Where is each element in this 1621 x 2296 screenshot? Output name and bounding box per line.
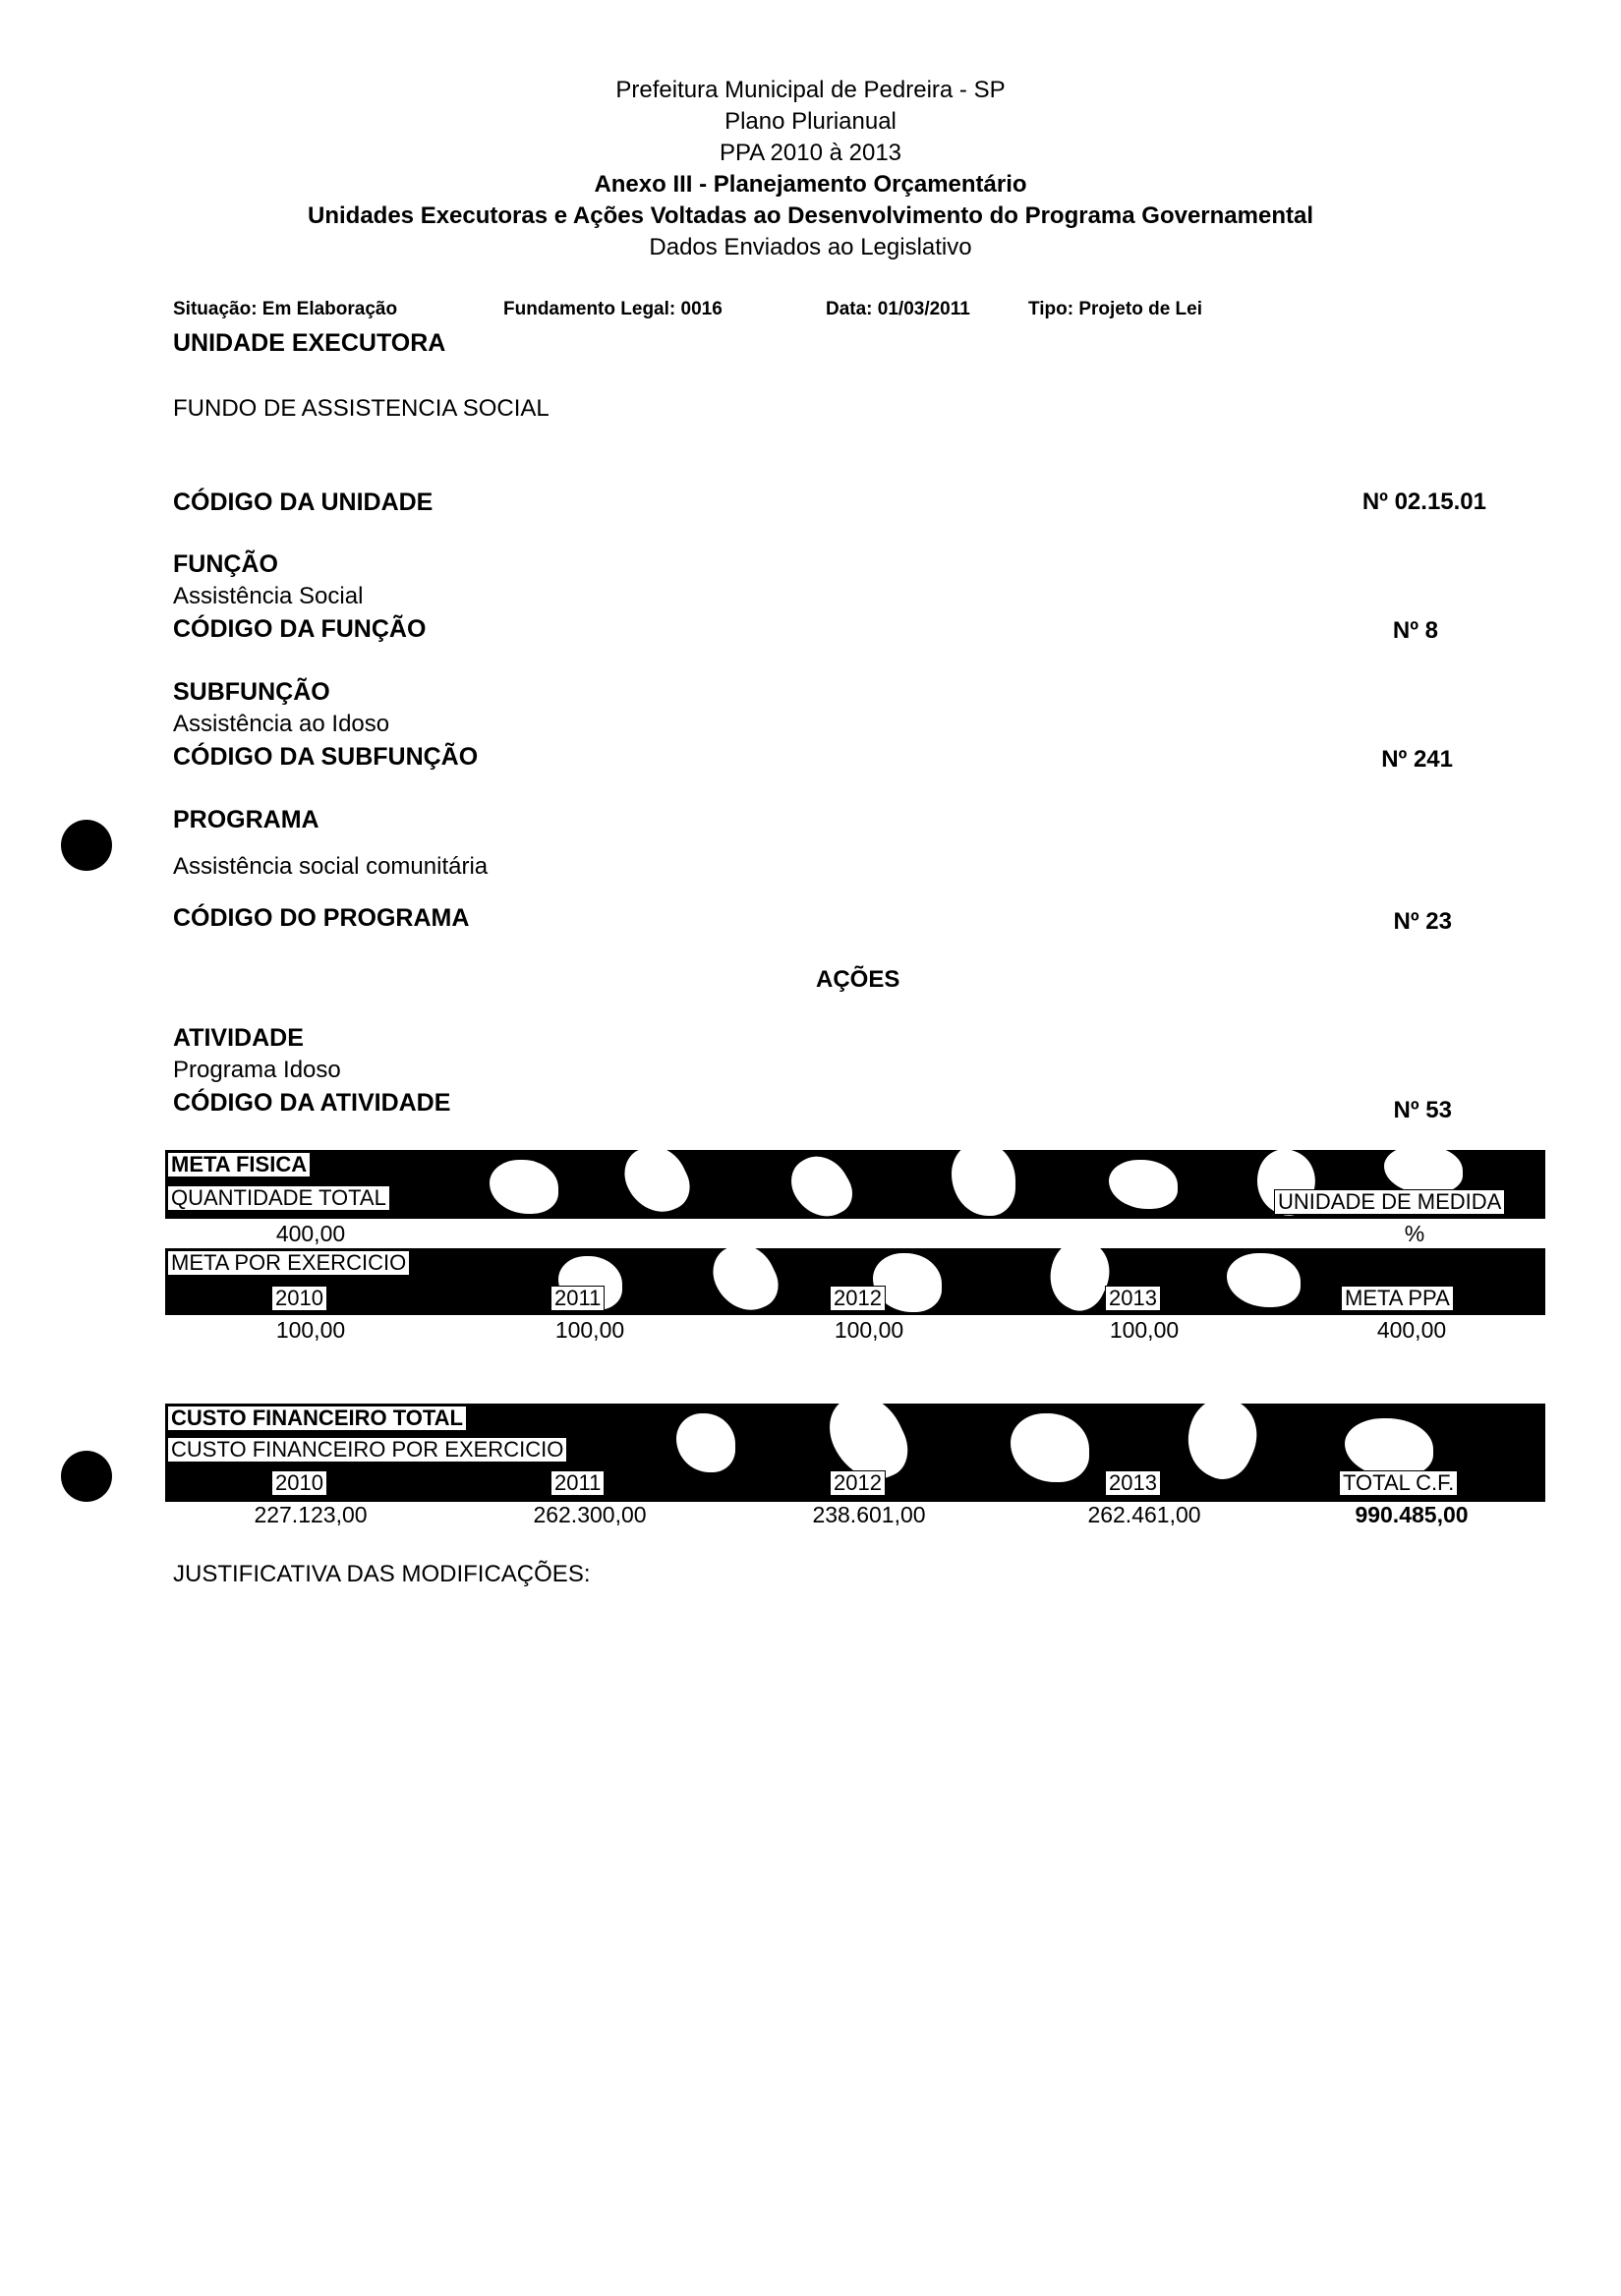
custo-value-2012: 238.601,00 xyxy=(812,1502,926,1527)
meta-exercicio-label: META POR EXERCICIO xyxy=(167,1250,410,1276)
meta-year-2012: 2012 xyxy=(830,1286,886,1311)
codigo-unidade-value: Nº 02.15.01 xyxy=(1361,488,1486,515)
custo-exercicio-label: CUSTO FINANCEIRO POR EXERCICIO xyxy=(167,1437,567,1463)
programa-name: Assistência social comunitária xyxy=(173,853,489,880)
atividade-name: Programa Idoso xyxy=(173,1057,341,1083)
codigo-atividade-value: Nº 53 xyxy=(1393,1097,1452,1123)
status-situacao: Situação: Em Elaboração xyxy=(173,299,398,319)
header-subtitle: Dados Enviados ao Legislativo xyxy=(649,234,972,260)
quantidade-total-value: 400,00 xyxy=(275,1221,346,1246)
unidade-executora-name: FUNDO DE ASSISTENCIA SOCIAL xyxy=(173,395,550,422)
codigo-programa-value: Nº 23 xyxy=(1393,908,1452,935)
meta-fisica-label: META FISICA xyxy=(167,1152,311,1177)
meta-year-2013: 2013 xyxy=(1105,1286,1161,1311)
punch-hole-mark xyxy=(61,1451,112,1502)
justificativa-label: JUSTIFICATIVA DAS MODIFICAÇÕES: xyxy=(173,1561,591,1587)
meta-value-2011: 100,00 xyxy=(554,1317,625,1343)
meta-value-2013: 100,00 xyxy=(1109,1317,1180,1343)
subfuncao-label: SUBFUNÇÃO xyxy=(173,678,330,706)
custo-total-cf-label: TOTAL C.F. xyxy=(1339,1470,1458,1496)
atividade-label: ATIVIDADE xyxy=(173,1024,304,1052)
funcao-label: FUNÇÃO xyxy=(173,550,278,578)
codigo-unidade-label: CÓDIGO DA UNIDADE xyxy=(173,488,434,516)
header-title: Unidades Executoras e Ações Voltadas ao Desenvolvimento do Programa Governamental xyxy=(308,202,1313,229)
quantidade-total-label: QUANTIDADE TOTAL xyxy=(167,1185,390,1211)
meta-ppa-value: 400,00 xyxy=(1376,1317,1447,1343)
custo-total-value: 990.485,00 xyxy=(1355,1502,1469,1527)
unidade-executora-label: UNIDADE EXECUTORA xyxy=(173,329,446,357)
custo-year-2013: 2013 xyxy=(1105,1470,1161,1496)
codigo-atividade-label: CÓDIGO DA ATIVIDADE xyxy=(173,1089,451,1117)
header-municipality: Prefeitura Municipal de Pedreira - SP xyxy=(615,77,1006,103)
status-data: Data: 01/03/2011 xyxy=(826,299,970,319)
header-period: PPA 2010 à 2013 xyxy=(719,140,902,166)
codigo-subfuncao-label: CÓDIGO DA SUBFUNÇÃO xyxy=(173,743,479,771)
programa-label: PROGRAMA xyxy=(173,806,319,833)
custo-total-label: CUSTO FINANCEIRO TOTAL xyxy=(167,1406,467,1431)
punch-hole-mark xyxy=(61,820,112,871)
meta-year-2010: 2010 xyxy=(271,1286,327,1311)
custo-value-2013: 262.461,00 xyxy=(1087,1502,1201,1527)
meta-value-2010: 100,00 xyxy=(275,1317,346,1343)
header-plan: Plano Plurianual xyxy=(724,108,897,135)
meta-year-2011: 2011 xyxy=(550,1286,605,1311)
document-header xyxy=(0,75,1621,263)
custo-year-2012: 2012 xyxy=(830,1470,886,1496)
custo-year-2011: 2011 xyxy=(550,1470,605,1496)
meta-value-2012: 100,00 xyxy=(834,1317,904,1343)
unidade-medida-label: UNIDADE DE MEDIDA xyxy=(1274,1189,1505,1215)
unidade-medida-value: % xyxy=(1404,1221,1425,1246)
subfuncao-name: Assistência ao Idoso xyxy=(173,711,390,737)
codigo-programa-label: CÓDIGO DO PROGRAMA xyxy=(173,904,470,932)
status-fundamento: Fundamento Legal: 0016 xyxy=(503,299,723,319)
acoes-heading: AÇÕES xyxy=(816,966,900,993)
header-annex: Anexo III - Planejamento Orçamentário xyxy=(594,171,1027,198)
custo-value-2010: 227.123,00 xyxy=(254,1502,368,1527)
codigo-subfuncao-value: Nº 241 xyxy=(1381,746,1453,773)
status-tipo: Tipo: Projeto de Lei xyxy=(1028,299,1202,319)
codigo-funcao-value: Nº 8 xyxy=(1392,617,1438,644)
meta-ppa-label: META PPA xyxy=(1341,1286,1454,1311)
codigo-funcao-label: CÓDIGO DA FUNÇÃO xyxy=(173,615,427,643)
funcao-name: Assistência Social xyxy=(173,583,364,609)
custo-year-2010: 2010 xyxy=(271,1470,327,1496)
custo-value-2011: 262.300,00 xyxy=(533,1502,647,1527)
